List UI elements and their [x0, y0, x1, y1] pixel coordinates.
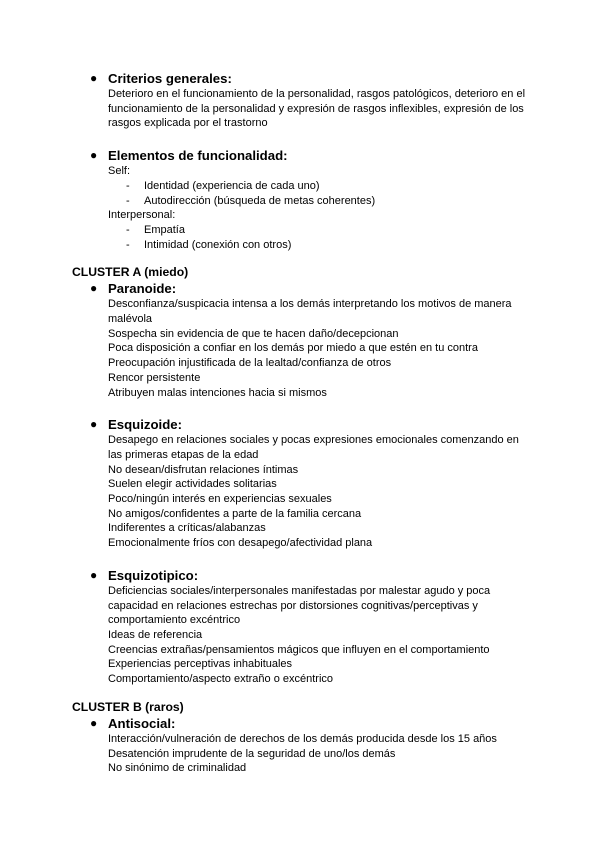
- text-line: Sospecha sin evidencia de que te hacen daño/decepcionan: [108, 327, 399, 340]
- text-line: Suelen elegir actividades solitarias: [108, 478, 277, 491]
- list-item: [108, 179, 532, 194]
- text-line: Desatención imprudente de la seguridad de uno/los demás: [108, 747, 396, 760]
- heading-text: Esquizoide:: [108, 417, 182, 433]
- dash-icon: -: [126, 238, 130, 251]
- section-body-elementos: [72, 164, 532, 252]
- section-heading-criterios: [72, 70, 532, 87]
- text-line: No amigos/confidentes a parte de la familia cercana: [108, 507, 362, 520]
- dash-icon: -: [126, 194, 130, 207]
- text-line: Experiencias perceptivas inhabituales: [108, 658, 293, 671]
- cluster-b-title: CLUSTER B (raros): [72, 699, 184, 714]
- list-item-text: Autodirección (búsqueda de metas coherentes): [144, 194, 376, 207]
- text-line: Rencor persistente: [108, 371, 201, 384]
- text-line: Poco/ningún interés en experiencias sexuales: [108, 493, 332, 506]
- text-line: Preocupación injustificada de la lealtad/confianza de otros: [108, 357, 392, 370]
- heading-text: Elementos de funcionalidad:: [108, 148, 288, 164]
- text-line: Creencias extrañas/pensamientos mágicos que influyen en el comportamiento: [108, 643, 490, 656]
- section-body-antisocial: [72, 732, 532, 776]
- bullet-icon: ●: [90, 281, 98, 296]
- heading-text: Criterios generales:: [108, 71, 232, 86]
- text-line: Emocionalmente fríos con desapego/afectividad plana: [108, 537, 373, 550]
- text-line: Poca disposición a confiar en los demás por miedo a que estén en tu contra: [108, 342, 478, 355]
- section-heading-elementos: [72, 147, 532, 164]
- text-line: Deficiencias sociales/interpersonales manifestadas por malestar agudo y poca capacidad en relaciones estrechas por distorsiones cognitivas/perceptivas y comportamiento excéntrico: [108, 584, 491, 627]
- self-label: Self:: [108, 165, 131, 178]
- dash-icon: -: [126, 179, 130, 192]
- list-item: [108, 238, 532, 253]
- text-line: Atribuyen malas intenciones hacia si mismos: [108, 386, 327, 399]
- bullet-icon: ●: [90, 417, 98, 432]
- heading-text: Esquizotipico:: [108, 567, 199, 583]
- section-body-esquizotipico: [72, 584, 532, 687]
- list-item: [108, 223, 532, 238]
- text-line: Interacción/vulneración de derechos de los demás producida desde los 15 años: [108, 732, 497, 745]
- section-heading-paranoide: [72, 280, 532, 297]
- text-line: No desean/disfrutan relaciones íntimas: [108, 463, 299, 476]
- interpersonal-label: Interpersonal:: [108, 209, 176, 222]
- text-line: Deterioro en el funcionamiento de la personalidad, rasgos patológicos, deterioro en el funcionamiento de la personalidad y expresión de rasgos inflexibles, expresión de los rasgos explicada por el trastorno: [108, 88, 526, 130]
- bullet-icon: ●: [90, 71, 98, 85]
- list-item: [108, 194, 532, 209]
- section-heading-esquizotipico: [72, 567, 532, 584]
- section-heading-esquizoide: [72, 416, 532, 433]
- list-item-text: Intimidad (conexión con otros): [144, 238, 292, 251]
- cluster-a-title: CLUSTER A (miedo): [72, 265, 189, 280]
- bullet-icon: ●: [90, 148, 98, 163]
- text-line: No sinónimo de criminalidad: [108, 762, 247, 775]
- text-line: Desapego en relaciones sociales y pocas expresiones emocionales comenzando en las primeras etapas de la edad: [108, 434, 519, 461]
- bullet-icon: ●: [90, 567, 98, 582]
- section-body-paranoide: [72, 297, 532, 400]
- list-item-text: Empatía: [144, 223, 185, 236]
- section-body-esquizoide: [72, 433, 532, 551]
- heading-text: Paranoide:: [108, 281, 177, 297]
- cluster-a-heading: [72, 264, 532, 280]
- text-line: Desconfianza/suspicacia intensa a los demás interpretando los motivos de manera malévola: [108, 298, 512, 326]
- section-heading-antisocial: [72, 715, 532, 732]
- bullet-icon: ●: [90, 715, 98, 730]
- text-line: Indiferentes a críticas/alabanzas: [108, 522, 266, 535]
- text-line: Ideas de referencia: [108, 628, 203, 641]
- dash-icon: -: [126, 223, 130, 236]
- document-content: [72, 70, 532, 776]
- list-item-text: Identidad (experiencia de cada uno): [144, 179, 320, 192]
- cluster-b-heading: [72, 699, 532, 715]
- text-line: Comportamiento/aspecto extraño o excéntrico: [108, 673, 334, 686]
- section-body-criterios: [72, 87, 532, 131]
- heading-text: Antisocial:: [108, 715, 176, 731]
